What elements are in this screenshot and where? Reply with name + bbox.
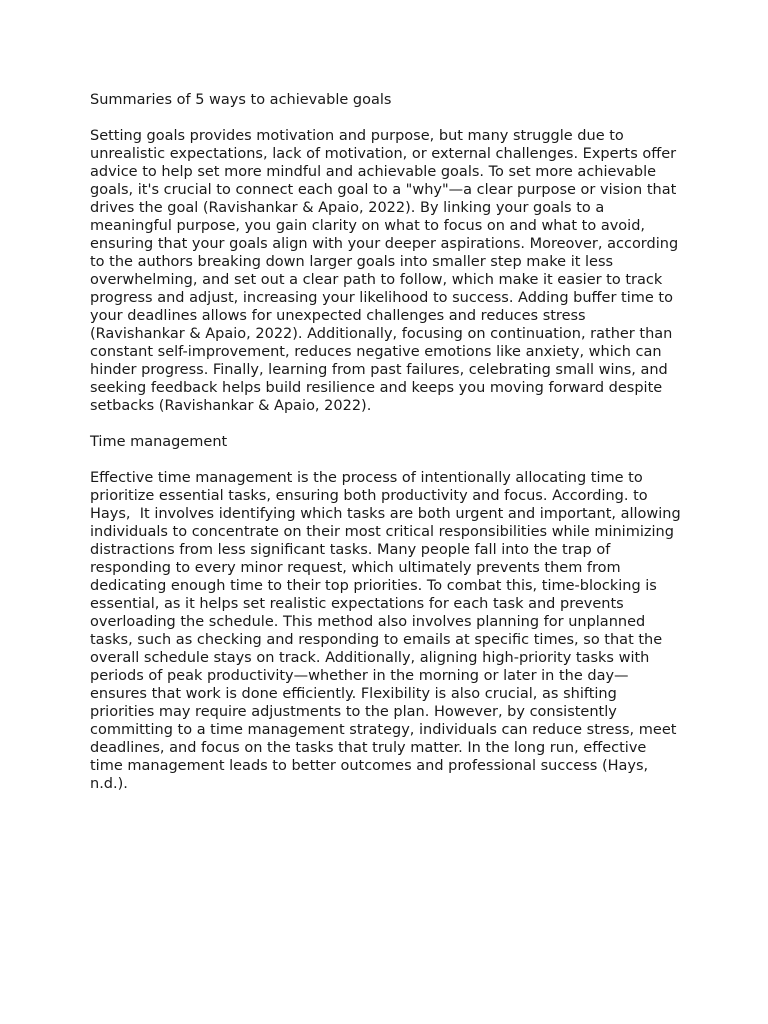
document-page <box>90 91 686 811</box>
document-title: Summaries of 5 ways to achievable goals <box>90 92 392 108</box>
time-management-paragraph: Effective time management is the process of intentionally allocating time to prioritize essential tasks, ensuring both productivity and focus. According. to Hays, It involves identifying which tasks are both urgent and important, allowing individuals to concentrate on their most critical responsibilities while minimizing distractions from less significant tasks. Many people fall into the trap of responding to every minor request, which ultimately prevents them from dedicating enough time to their top priorities. To combat this, time-blocking is essential, as it helps set realistic expectations for each task and prevents overloading the schedule. This method also involves planning for unplanned tasks, such as checking and responding to emails at specific times, so that the overall schedule stays on track. Additionally, aligning high-priority tasks with periods of peak productivity—whether in the morning or later in the day—ensures that work is done efficiently. Flexibility is also crucial, as shifting priorities may require adjustments to the plan. However, by consistently committing to a time management strategy, individuals can reduce stress, meet deadlines, and focus on the tasks that truly matter. In the long run, effective time management leads to better outcomes and professional success (Hays, n.d.). <box>90 470 686 792</box>
intro-paragraph: Setting goals provides motivation and purpose, but many struggle due to unrealistic expectations, lack of motivation, or external challenges. Experts offer advice to help set more mindful and achievable goals. To set more achievable goals, it's crucial to connect each goal to a "why"—a clear purpose or vision that drives the goal (Ravishankar & Apaio, 2022). By linking your goals to a meaningful purpose, you gain clarity on what to focus on and what to avoid, ensuring that your goals align with your deeper aspirations. Moreover, according to the authors breaking down larger goals into smaller step make it less overwhelming, and set out a clear path to follow, which make it easier to track progress and adjust, increasing your likelihood to success. Adding buffer time to your deadlines allows for unexpected challenges and reduces stress (Ravishankar & Apaio, 2022). Additionally, focusing on continuation, rather than constant self-improvement, reduces negative emotions like anxiety, which can hinder progress. Finally, learning from past failures, celebrating small wins, and seeking feedback helps build resilience and keeps you moving forward despite setbacks (Ravishankar & Apaio, 2022). <box>90 128 683 414</box>
section-heading-time-management: Time management <box>90 434 228 450</box>
